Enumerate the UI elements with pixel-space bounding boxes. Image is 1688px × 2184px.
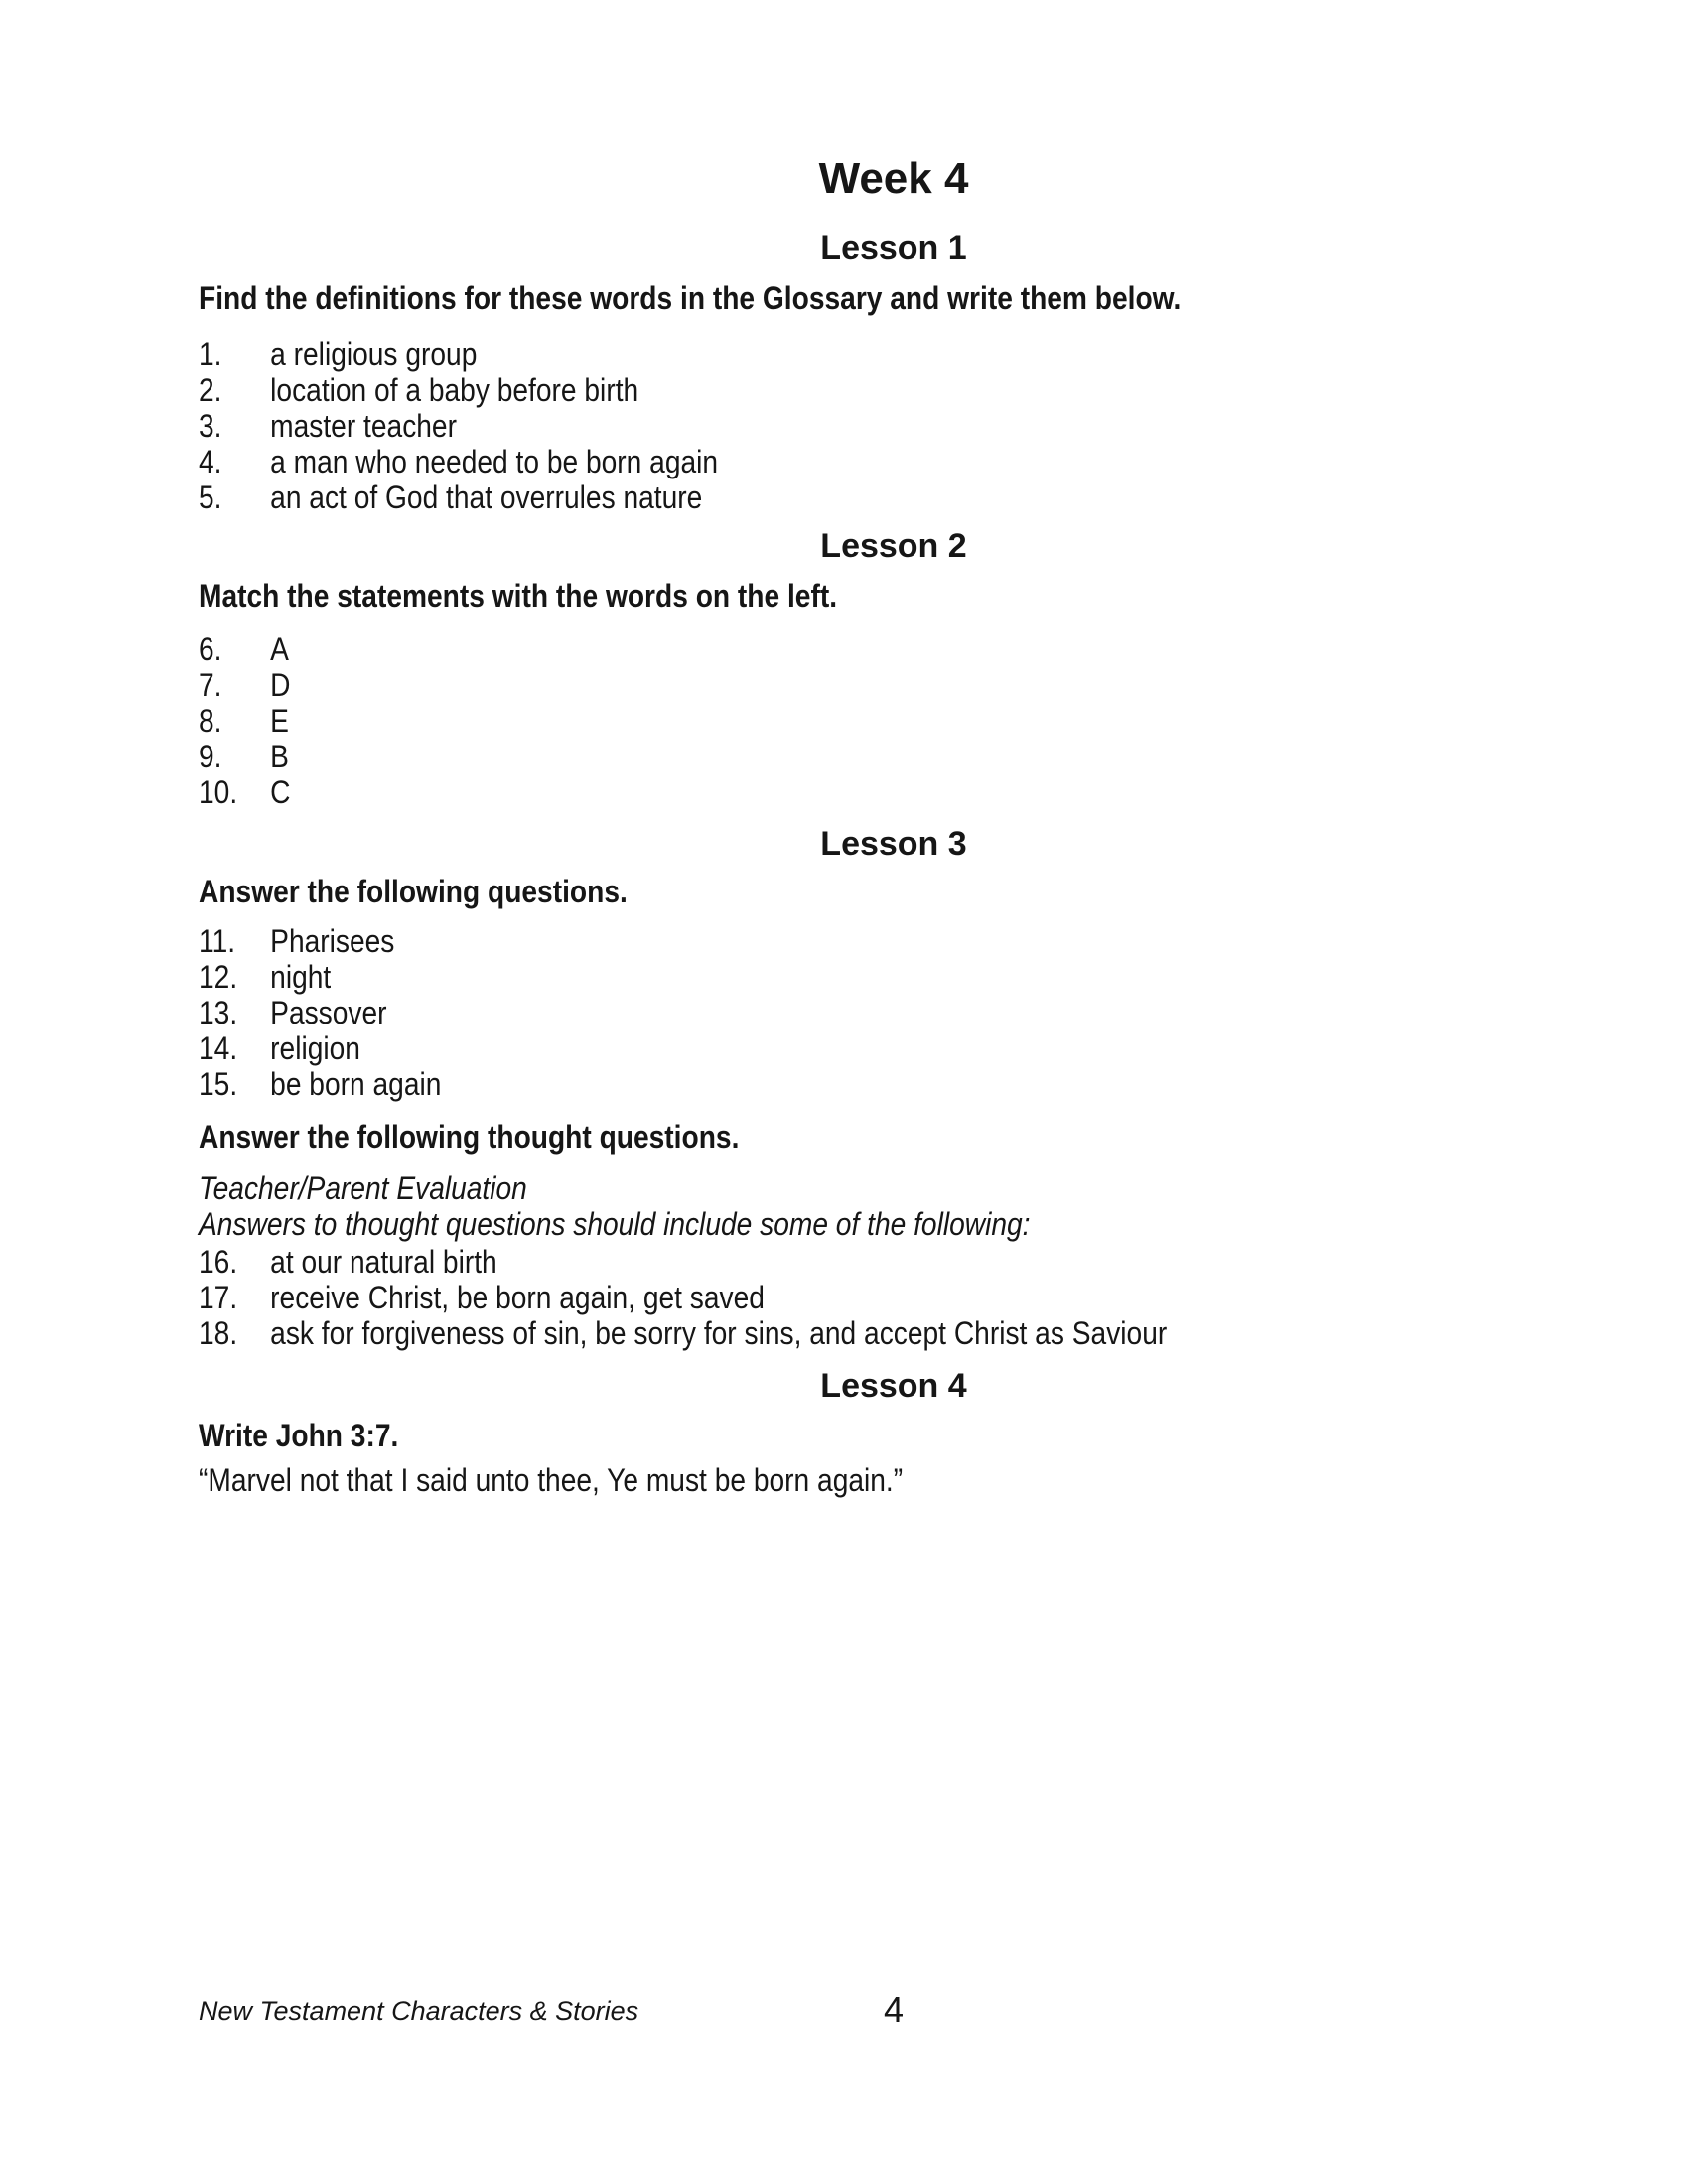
answer-text: Passover bbox=[270, 995, 387, 1030]
answer-text: E bbox=[270, 703, 289, 739]
answer-item bbox=[199, 739, 290, 774]
lesson-3-heading: Lesson 3 bbox=[820, 825, 967, 863]
lesson-2-instruction: Match the statements with the words on the left. bbox=[199, 578, 838, 614]
lesson-3-instruction: Answer the following questions. bbox=[199, 874, 628, 909]
answer-text: a religious group bbox=[270, 337, 478, 372]
answer-number: 4. bbox=[199, 444, 222, 479]
answer-text: receive Christ, be born again, get saved bbox=[270, 1280, 765, 1315]
page-title: Week 4 bbox=[818, 154, 969, 203]
answer-number: 13. bbox=[199, 995, 238, 1030]
lesson-1-heading: Lesson 1 bbox=[820, 229, 967, 267]
answer-item bbox=[199, 995, 441, 1030]
answer-text: night bbox=[270, 959, 332, 995]
answer-item bbox=[199, 667, 290, 703]
answer-item bbox=[199, 703, 290, 739]
answer-text: ask for forgiveness of sin, be sorry for sins, and accept Christ as Saviour bbox=[270, 1315, 1168, 1351]
answer-item bbox=[199, 959, 441, 995]
answer-text: Pharisees bbox=[270, 923, 395, 959]
lesson-1-instruction: Find the definitions for these words in the Glossary and write them below. bbox=[199, 280, 1182, 316]
lesson-3-answer-list bbox=[199, 923, 441, 1102]
answer-number: 17. bbox=[199, 1280, 238, 1315]
answer-item bbox=[199, 372, 718, 408]
answer-text: be born again bbox=[270, 1066, 442, 1102]
lesson-2-heading: Lesson 2 bbox=[820, 527, 967, 565]
answer-item bbox=[199, 1315, 1167, 1351]
answer-number: 6. bbox=[199, 631, 222, 667]
answer-number: 18. bbox=[199, 1315, 238, 1351]
lesson-1-answer-list bbox=[199, 337, 718, 515]
answer-text: D bbox=[270, 667, 291, 703]
answer-item bbox=[199, 774, 290, 810]
answer-text: master teacher bbox=[270, 408, 457, 444]
answer-number: 9. bbox=[199, 739, 222, 774]
verse-quote: “Marvel not that I said unto thee, Ye must be born again.” bbox=[199, 1462, 904, 1498]
answer-text: a man who needed to be born again bbox=[270, 444, 719, 479]
answer-text: an act of God that overrules nature bbox=[270, 479, 703, 515]
answer-item bbox=[199, 1030, 441, 1066]
answer-number: 15. bbox=[199, 1066, 238, 1102]
answer-item bbox=[199, 1280, 1167, 1315]
answer-item bbox=[199, 1066, 441, 1102]
footer-page-number: 4 bbox=[883, 1989, 905, 2030]
answer-item bbox=[199, 1244, 1167, 1280]
answer-number: 5. bbox=[199, 479, 222, 515]
lesson-4-heading: Lesson 4 bbox=[820, 1367, 967, 1405]
answer-number: 1. bbox=[199, 337, 222, 372]
answer-item bbox=[199, 923, 441, 959]
teacher-parent-evaluation-note: Teacher/Parent Evaluation bbox=[199, 1170, 527, 1206]
answer-item bbox=[199, 631, 290, 667]
thought-questions-instruction: Answer the following thought questions. bbox=[199, 1119, 740, 1155]
answer-number: 8. bbox=[199, 703, 222, 739]
thought-answer-list bbox=[199, 1244, 1167, 1351]
lesson-2-answer-list bbox=[199, 631, 290, 810]
answer-item bbox=[199, 479, 718, 515]
answer-text: at our natural birth bbox=[270, 1244, 497, 1280]
answer-text: C bbox=[270, 774, 291, 810]
answer-item bbox=[199, 408, 718, 444]
answer-text: A bbox=[270, 631, 289, 667]
thought-answers-note: Answers to thought questions should include some of the following: bbox=[199, 1206, 1031, 1242]
lesson-4-instruction: Write John 3:7. bbox=[199, 1418, 399, 1453]
answer-number: 10. bbox=[199, 774, 238, 810]
answer-number: 2. bbox=[199, 372, 222, 408]
answer-number: 12. bbox=[199, 959, 238, 995]
answer-number: 11. bbox=[199, 923, 236, 959]
answer-number: 3. bbox=[199, 408, 222, 444]
footer-book-title: New Testament Characters & Stories bbox=[199, 1996, 639, 2026]
answer-item bbox=[199, 444, 718, 479]
answer-item bbox=[199, 337, 718, 372]
answer-text: religion bbox=[270, 1030, 360, 1066]
answer-number: 16. bbox=[199, 1244, 238, 1280]
answer-number: 7. bbox=[199, 667, 222, 703]
answer-text: location of a baby before birth bbox=[270, 372, 639, 408]
answer-number: 14. bbox=[199, 1030, 238, 1066]
answer-text: B bbox=[270, 739, 289, 774]
